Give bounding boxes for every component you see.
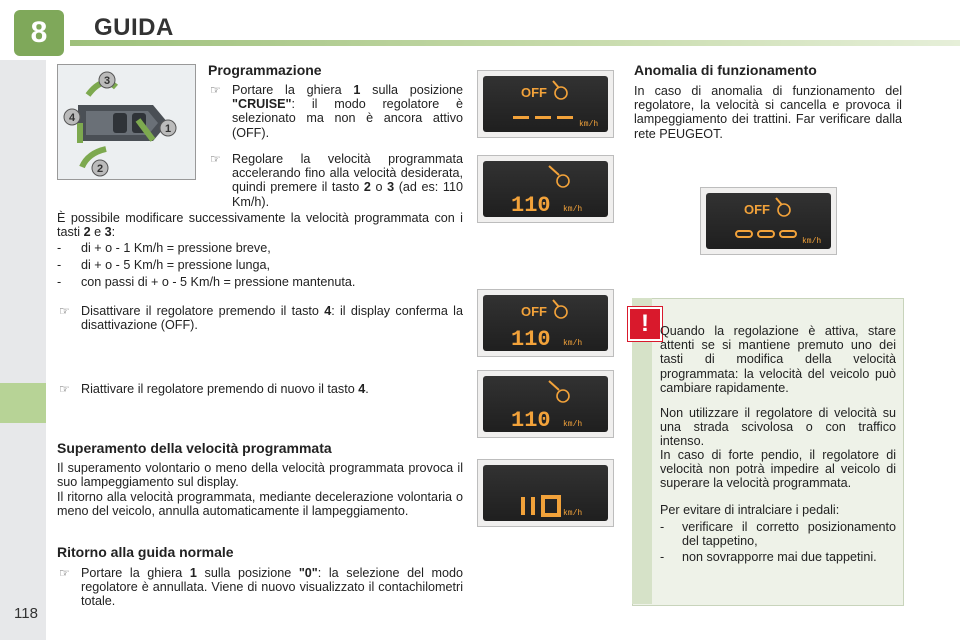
side-rail-active-marker <box>0 383 46 423</box>
cruise-control-stalk-image <box>57 64 196 180</box>
off-label: OFF <box>521 304 547 319</box>
warning-icon: ! <box>628 307 662 341</box>
unit-label: km/h <box>563 339 583 348</box>
unit-label: km/h <box>563 205 583 214</box>
page-title: GUIDA <box>94 14 174 41</box>
programmazione-bullet-1: Portare la ghiera 1 sulla posizione "CRUISE": il modo regolatore è selezionato ma non è ancora attivo (OFF). <box>232 83 464 140</box>
section-title-anomalia: Anomalia di funzionamento <box>634 62 817 78</box>
programmazione-paragraph: È possibile modificare successivamente la velocità programmata con i tasti 2 e 3: <box>57 211 463 240</box>
warning-list-item-1: verificare il corretto posizionamento del tappetino, <box>682 520 896 549</box>
unit-label: km/h <box>579 120 599 129</box>
warning-paragraph-1: Quando la regolazione è attiva, stare attenti se si mantiene premuto uno dei tasti di modifica della velocità programmata: la velocità del veicolo può cambiare rapidamente. <box>660 324 896 395</box>
display-off-110 <box>477 289 614 357</box>
section-title-superamento: Superamento della velocità programmata <box>57 440 332 456</box>
section-title-ritorno: Ritorno alla guida normale <box>57 544 234 560</box>
superamento-paragraph-1: Il superamento volontario o meno della velocità programmata provoca il suo lampeggiamento sul display. <box>57 461 463 490</box>
speed-value: 110 <box>511 408 551 432</box>
callout-4: 4 <box>68 112 76 124</box>
speed-value: 110 <box>511 193 551 217</box>
section-title-programmazione: Programmazione <box>208 62 322 78</box>
ritorno-bullet: Portare la ghiera 1 sulla posizione "0": la selezione del modo regolatore è annullata. Viene di nuovo visualizzato il contachilometri totale. <box>81 566 463 609</box>
bullet-icon: ☞ <box>59 566 70 580</box>
bullet-icon: ☞ <box>210 83 221 97</box>
callout-1: 1 <box>164 123 172 135</box>
anomalia-paragraph: In caso di anomalia di funzionamento del regolatore, la velocità si cancella e provoca il lampeggiamento dei trattini. Far verificare dalla rete PEUGEOT. <box>634 84 902 141</box>
programmazione-bullet-4: Riattivare il regolatore premendo di nuovo il tasto 4. <box>81 382 369 396</box>
display-speed-110-reactivated <box>477 370 614 438</box>
programmazione-bullet-3: Disattivare il regolatore premendo il tasto 4: il display conferma la disattivazione (OFF). <box>81 304 463 333</box>
callout-3: 3 <box>103 75 111 87</box>
display-anomaly-dashes <box>700 187 837 255</box>
warning-box-strip <box>632 298 652 604</box>
superamento-paragraph-2: Il ritorno alla velocità programmata, mediante decelerazione volontaria o meno del veicolo, annulla automaticamente il lampeggiamento. <box>57 490 463 519</box>
list-item: con passi di + o - 5 Km/h = pressione mantenuta. <box>81 275 356 289</box>
unit-label: km/h <box>802 237 822 246</box>
bullet-icon: ☞ <box>210 152 221 166</box>
chapter-badge: 8 <box>14 10 64 56</box>
side-rail <box>0 60 46 640</box>
bullet-icon: ☞ <box>59 304 70 318</box>
header-rule <box>70 40 960 46</box>
warning-list-item-2: non sovrapporre mai due tappetini. <box>682 550 877 564</box>
unit-label: km/h <box>563 509 583 518</box>
list-item: di + o - 5 Km/h = pressione lunga, <box>81 258 271 272</box>
page-number: 118 <box>14 605 38 622</box>
speed-value: 110 <box>511 327 551 351</box>
unit-label: km/h <box>563 420 583 429</box>
off-label: OFF <box>521 85 547 100</box>
off-label: OFF <box>744 202 770 217</box>
warning-paragraph-3: In caso di forte pendio, il regolatore di velocità non potrà impedire al veicolo di superare la velocità programmata. <box>660 448 896 491</box>
warning-paragraph-2: Non utilizzare il regolatore di velocità su una strada scivolosa o con traffico intenso. <box>660 406 896 449</box>
warning-paragraph-4: Per evitare di intralciare i pedali: <box>660 503 840 517</box>
display-speed-blinking <box>477 459 614 527</box>
display-speed-110 <box>477 155 614 223</box>
display-off-dashes <box>477 70 614 138</box>
bullet-icon: ☞ <box>59 382 70 396</box>
programmazione-bullet-2: Regolare la velocità programmata accelerando fino alla velocità desiderata, quindi premere il tasto 2 o 3 (ad es: 110 Km/h). <box>232 152 463 209</box>
list-item: di + o - 1 Km/h = pressione breve, <box>81 241 271 255</box>
callout-2: 2 <box>96 163 104 175</box>
